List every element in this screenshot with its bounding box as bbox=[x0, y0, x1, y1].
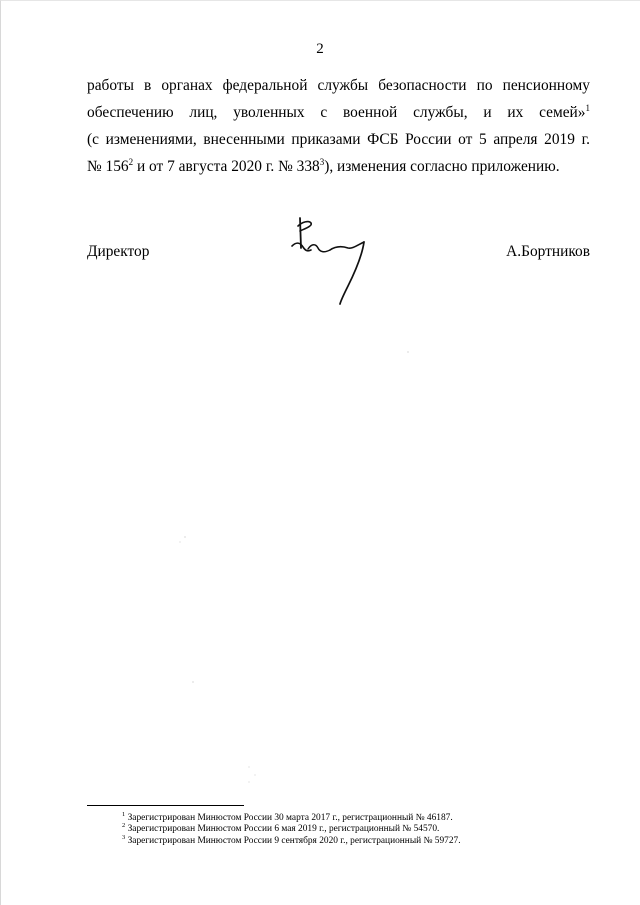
body-line-4-a: № 156 bbox=[87, 158, 129, 175]
footnote-ref-3: 3 bbox=[319, 156, 325, 167]
page-number: 2 bbox=[316, 41, 324, 57]
body-paragraph bbox=[87, 72, 590, 180]
footnote-separator bbox=[87, 805, 244, 806]
director-name: А.Бортников bbox=[506, 243, 590, 260]
footnote-2-mark: 2 bbox=[122, 822, 126, 830]
footnote-3 bbox=[122, 833, 461, 847]
footnote-ref-1: 1 bbox=[585, 102, 590, 113]
footnote-ref-2: 2 bbox=[128, 156, 134, 167]
footnote-2-text: Зарегистрирован Минюстом России 6 мая 2019 г., регистрационный № 54570. bbox=[125, 824, 440, 835]
footnote-2 bbox=[122, 824, 461, 835]
footnote-1 bbox=[122, 810, 461, 824]
director-title: Директор bbox=[87, 243, 150, 260]
footnote-3-text: Зарегистрирован Минюстом России 9 сентября 2020 г., регистрационный № 59727. bbox=[125, 835, 461, 846]
body-line-3: (с изменениями, внесенными приказами ФСБ России от 5 апреля 2019 г. bbox=[87, 131, 590, 148]
body-line-2-text: обеспечению лиц, уволенных с военной службы, и их семей» bbox=[87, 104, 586, 121]
footnote-3-mark: 3 bbox=[122, 833, 126, 841]
body-line-4-b: и от 7 августа 2020 г. № 338 bbox=[133, 158, 320, 175]
body-line-4-c: ), изменения согласно приложению. bbox=[324, 158, 560, 175]
body-line-2 bbox=[87, 99, 590, 126]
body-line-4 bbox=[87, 153, 590, 180]
handwritten-signature bbox=[278, 212, 378, 312]
body-line-1: работы в органах федеральной службы безопасности по пенсионному bbox=[87, 77, 590, 94]
footnote-1-text: Зарегистрирован Минюстом России 30 марта 2017 г., регистрационный № 46187. bbox=[125, 813, 453, 823]
footnotes bbox=[122, 810, 461, 847]
footnote-1-mark: 1 bbox=[122, 810, 126, 818]
